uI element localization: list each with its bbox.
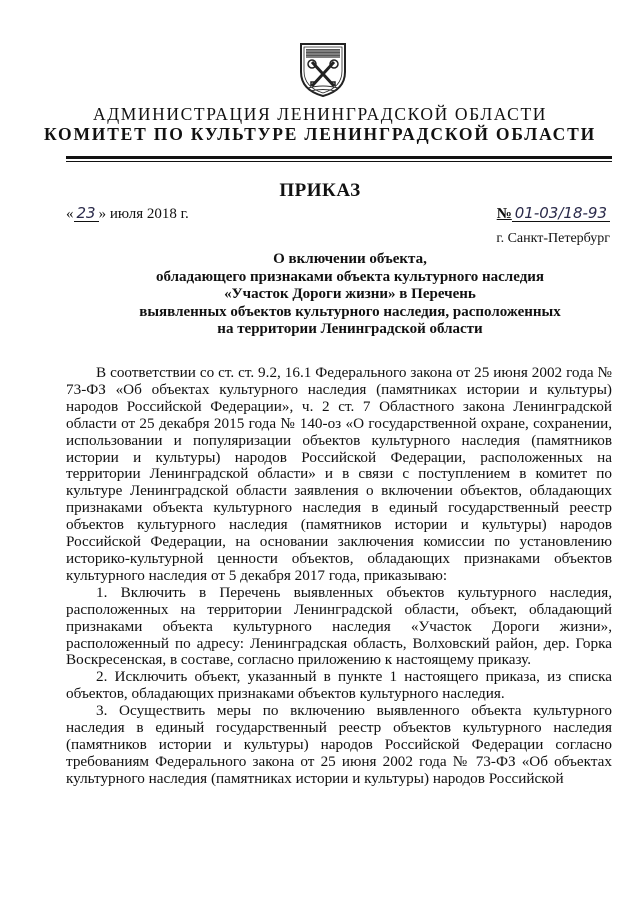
coat-of-arms-icon <box>298 38 348 98</box>
document-number <box>497 205 610 223</box>
body-paragraph-item-1: 1. Включить в Перечень выявленных объектов культурного наследия, расположенных на территории Ленинградской области, объект, обладающий признаками объекта культурного наследия «Участок Дороги жизни», расположенный по адресу: Ленинградская область, Волховский район, дер. Горка Воскресенская, в составе, согласно приложению к настоящему приказу. <box>66 583 612 669</box>
document-subject <box>90 251 610 339</box>
date-open-quote: « <box>66 206 74 222</box>
document-date <box>66 205 189 223</box>
subject-line: О включении объекта, <box>273 251 427 267</box>
body-paragraph-item-2: 2. Исключить объект, указанный в пункте 1 настоящего приказа, из списка объектов, обладающих признаками объектов культурного наследия. <box>66 668 612 703</box>
subject-line: на территории Ленинградской области <box>217 321 483 338</box>
subject-line: «Участок Дороги жизни» в Перечень <box>224 286 476 303</box>
document-city: г. Санкт-Петербург <box>496 231 610 246</box>
body-paragraph-preamble: В соответствии со ст. ст. 9.2, 16.1 Федерального закона от 25 июня 2002 года № 73-ФЗ «Об объектах культурного наследия (памятниках истории и культуры) народов Российской Федерации», ч. 2 ст. 7 Областного закона Ленинградской области от 25 декабря 2015 года № 140-оз «О государственной охране, сохранении, использовании и популяризации объектов культурного наследия (памятников истории и культуры) народов Российской Федерации, расположенных на территории Ленинградской области» и в связи с поступлением в комитет по культуре Ленинградской области заявления о включении объектов, обладающих признаками объекта культурного наследия в единый государственный реестр объектов культурного наследия (памятников истории и культуры) народов Российской Федерации, на основании заключения комиссии по установлению историко-культурной ценности объектов, обладающих признаками объектов культурного наследия от 5 декабря 2017 года, приказываю: <box>66 364 612 584</box>
header-rule-thick <box>66 156 612 159</box>
document-body <box>66 365 612 788</box>
document-title: ПРИКАЗ <box>279 180 361 201</box>
number-value-handwritten: 01-03/18-93 <box>512 205 610 222</box>
org-name-committee: КОМИТЕТ ПО КУЛЬТУРЕ ЛЕНИНГРАДСКОЙ ОБЛАСТИ <box>44 124 596 144</box>
body-paragraph-item-3: 3. Осуществить меры по включению выявленного объекта культурного наследия в единый государственный реестр объектов культурного наследия (памятников истории и культуры) народов Российской Федерации согласно требованиям Федерального закона от 25 июня 2002 года № 73-ФЗ «Об объектах культурного наследия (памятниках истории и культуры) народов Российской <box>66 702 612 787</box>
date-day-handwritten: 23 <box>74 205 99 222</box>
date-rest: » июля 2018 г. <box>98 206 189 222</box>
number-sign: № <box>496 206 512 222</box>
coat-of-arms-emblem <box>298 38 348 98</box>
org-name-administration: АДМИНИСТРАЦИЯ ЛЕНИНГРАДСКОЙ ОБЛАСТИ <box>93 104 547 124</box>
header-rule-thin <box>66 161 612 162</box>
subject-line: выявленных объектов культурного наследия, расположенных <box>139 303 561 320</box>
subject-line: обладающего признаками объекта культурного наследия <box>155 268 545 285</box>
